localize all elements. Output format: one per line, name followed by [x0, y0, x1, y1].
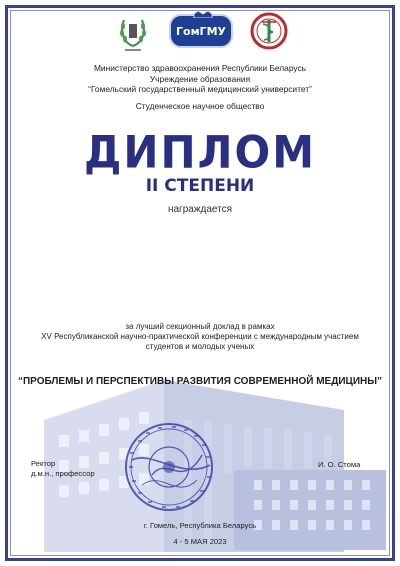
diploma-degree: II СТЕПЕНИ — [145, 176, 255, 196]
building-crown-icon — [193, 10, 213, 18]
conference-title: “ПРОБЛЕМЫ И ПЕРСПЕКТИВЫ РАЗВИТИЯ СОВРЕМЕННОЙ МЕДИЦИНЫ” — [17, 376, 383, 387]
institution-type: Учреждение образования — [149, 73, 251, 84]
ministry-line: Министерство здравоохранения Республики Беларусь — [93, 63, 307, 73]
reason-line: за лучший секционный доклад в рамках — [125, 322, 275, 331]
footer-dates: 4 - 5 МАЯ 2023 — [173, 537, 227, 546]
gomgmu-logo — [169, 14, 233, 48]
medical-emblem-icon — [250, 12, 288, 50]
laurel-emblem-icon — [116, 12, 150, 52]
rector-role: Ректор — [31, 459, 56, 468]
gomgmu-logo-text: ГомГМУ — [176, 24, 226, 38]
diploma-title: ДИПЛОМ — [83, 126, 317, 179]
awarded-text: награждается — [167, 204, 233, 215]
footer-city: г. Гомель, Республика Беларусь — [143, 521, 257, 530]
university-name: “Гомельский государственный медицинский университет” — [88, 84, 312, 94]
rector-block — [31, 459, 95, 478]
reason-line: студентов и молодых ученых — [145, 342, 255, 351]
rector-name: И. О. Стома — [318, 460, 361, 469]
header-logos — [0, 12, 400, 64]
gomgmu-logo-badge — [169, 14, 233, 48]
reason-line: XV Республиканской научно-практической конференции с международным участием — [41, 332, 359, 341]
student-society: Студенческое научное общество — [135, 101, 265, 111]
rector-degree: д.м.н., профессор — [31, 468, 95, 478]
award-reason — [0, 322, 400, 352]
ministry-block — [0, 63, 400, 95]
official-stamp-icon — [122, 420, 216, 514]
